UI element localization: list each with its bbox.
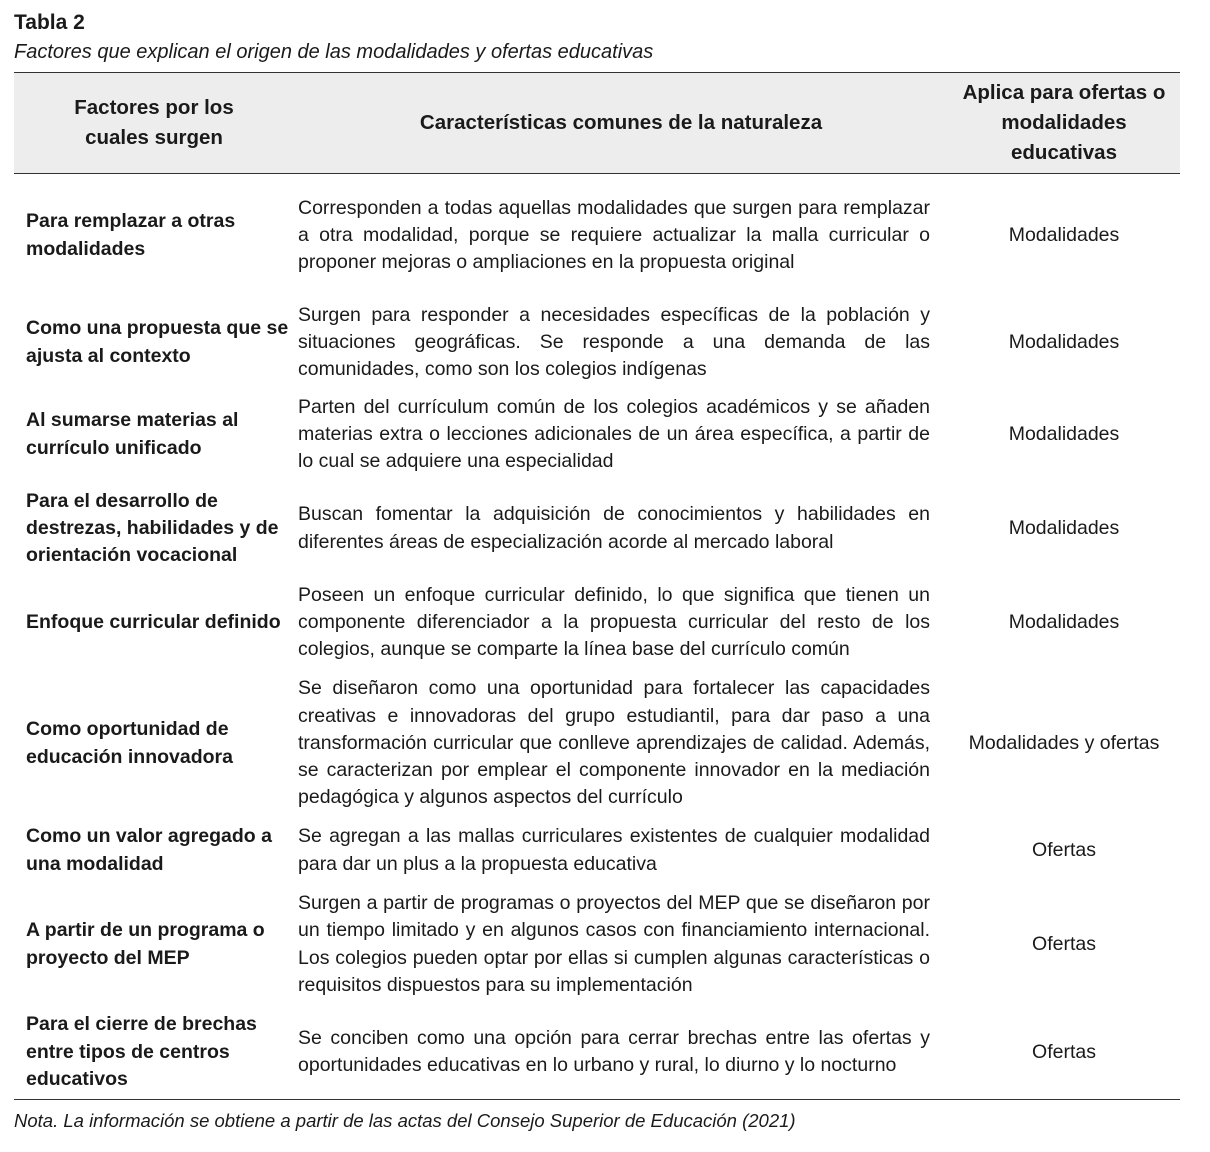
row-description: Corresponden a todas aquellas modalidades que surgen para remplazar a otra modalidad, porque se requiere actualizar la malla curricular o proponer mejoras o ampliaciones en la propuesta original	[298, 196, 930, 274]
row-applies: Modalidades	[1008, 610, 1120, 633]
table-caption: Factores que explican el origen de las modalidades y ofertas educativas	[14, 41, 654, 63]
row-factor: Como un valor agregado a una modalidad	[26, 825, 272, 875]
table-row	[14, 818, 1180, 884]
row-applies: Modalidades	[1008, 224, 1120, 247]
row-applies: Modalidades	[1008, 330, 1120, 353]
row-applies: Modalidades y ofertas	[968, 731, 1160, 754]
row-factor: Para el cierre de brechas entre tipos de centros educativos	[14, 1006, 294, 1100]
row-factor: Al sumarse materias al currículo unificado	[26, 409, 239, 459]
table-label: Tabla 2	[14, 11, 85, 34]
table-note: Nota. La información se obtiene a partir de las actas del Consejo Superior de Educación (2021)	[14, 1110, 796, 1131]
row-applies: Ofertas	[1032, 932, 1096, 955]
header-row	[14, 73, 1180, 174]
header-factors: Factores por los cuales surgen	[14, 73, 294, 174]
factors-table	[14, 72, 1180, 1100]
row-description: Surgen a partir de programas o proyectos del MEP que se diseñaron por un tiempo limitado y en algunos casos con financiamiento internacional. Los colegios pueden optar por ellas si cumplen algunas características o requisitos dispuestos para su implementación	[298, 891, 930, 996]
table-row	[14, 388, 1180, 482]
row-applies: Modalidades	[1008, 516, 1120, 539]
row-factor: Como una propuesta que se ajusta al contexto	[26, 317, 289, 367]
row-description: Se agregan a las mallas curriculares existentes de cualquier modalidad para dar un plus a la propuesta educativa	[298, 825, 930, 875]
row-factor: Como oportunidad de educación innovadora	[26, 718, 233, 768]
row-description: Se conciben como una opción para cerrar brechas entre las ofertas y oportunidades educativas en lo urbano y rural, lo diurno y lo nocturno	[294, 1006, 948, 1100]
header-applies: Aplica para ofertas o modalidades educativas	[948, 73, 1180, 174]
table-body	[14, 174, 1180, 1100]
document-page	[14, 8, 1180, 1134]
row-applies: Modalidades	[1008, 422, 1120, 445]
row-factor: Para remplazar a otras modalidades	[26, 210, 236, 260]
row-factor: Enfoque curricular definido	[26, 610, 281, 633]
table-row	[14, 482, 1180, 576]
row-factor: Para el desarrollo de destrezas, habilidades y de orientación vocacional	[26, 489, 279, 567]
header-characteristics: Características comunes de la naturaleza	[294, 73, 948, 174]
row-description: Surgen para responder a necesidades específicas de la población y situaciones geográficas. Se responde a una demanda de las comunidades, como son los colegios indígenas	[298, 303, 930, 381]
table-row	[14, 670, 1180, 818]
row-applies: Ofertas	[1032, 838, 1096, 861]
table-row	[14, 298, 1180, 388]
row-description: Poseen un enfoque curricular definido, lo que significa que tienen un componente diferenciador a la propuesta curricular del resto de los colegios, aunque se comparte la línea base del currículo común	[298, 583, 930, 661]
table-row	[14, 174, 1180, 298]
row-factor: A partir de un programa o proyecto del MEP	[26, 919, 265, 969]
table-row	[14, 884, 1180, 1006]
table-row	[14, 576, 1180, 670]
row-description: Buscan fomentar la adquisición de conocimientos y habilidades en diferentes áreas de especialización acorde al mercado laboral	[298, 503, 930, 553]
table-header	[14, 73, 1180, 174]
row-description: Parten del currículum común de los colegios académicos y se añaden materias extra o lecciones adicionales de un área específica, a partir de lo cual se adquiere una especialidad	[298, 395, 930, 473]
table-row	[14, 1006, 1180, 1100]
row-applies: Ofertas	[948, 1006, 1180, 1100]
row-description: Se diseñaron como una oportunidad para fortalecer las capacidades creativas e innovadoras del grupo estudiantil, para dar paso a una transformación curricular que conlleve aprendizajes de calidad. Además, se caracterizan por emplear el componente innovador en la mediación pedagógica y algunos aspectos del currículo	[298, 677, 930, 809]
